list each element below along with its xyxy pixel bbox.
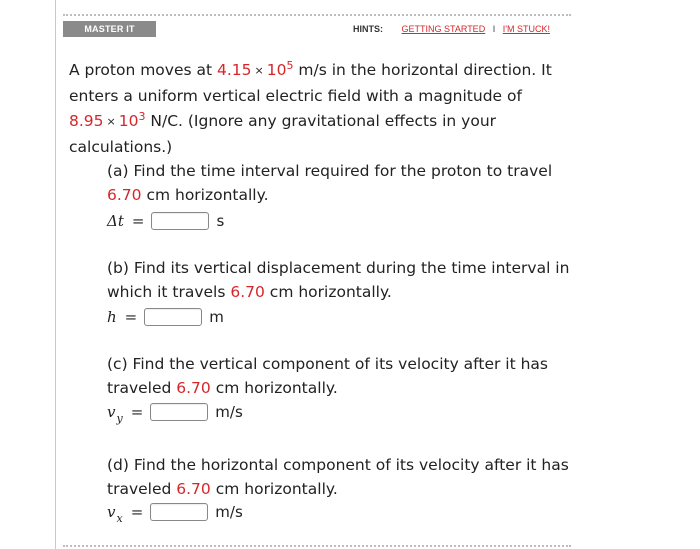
part-d-question	[107, 453, 577, 501]
field-base: 10	[118, 112, 139, 130]
problem-statement	[69, 58, 569, 160]
unit-meters-per-second: m/s	[215, 503, 243, 521]
delta-t-input[interactable]	[151, 212, 209, 230]
problem-text: A proton moves at	[69, 61, 217, 79]
h-variable: h	[107, 308, 117, 326]
question-text: cm horizontally.	[210, 480, 338, 498]
master-it-badge: MASTER IT	[63, 21, 156, 37]
vy-input[interactable]	[150, 403, 208, 421]
times-sign: ×	[106, 115, 116, 128]
unit-meters: m	[209, 308, 224, 326]
unit-seconds: s	[216, 212, 225, 230]
speed-base: 10	[266, 61, 287, 79]
question-text: cm horizontally.	[210, 379, 338, 397]
speed-mantissa: 4.15	[217, 61, 252, 79]
equals-sign: =	[130, 403, 144, 421]
speed-exponent: 5	[286, 58, 294, 72]
part-d-answer-row	[107, 502, 243, 525]
h-input[interactable]	[144, 308, 202, 326]
part-b-answer-row	[107, 307, 224, 327]
problem-text: m/s in the horizontal direction. It enters a uniform vertical electric field with a magnitude of	[69, 61, 552, 105]
distance-value: 6.70	[176, 379, 211, 397]
distance-value: 6.70	[107, 186, 142, 204]
part-b-question	[107, 256, 577, 304]
problem-text: N/C. (Ignore any gravitational effects in your calculations.)	[69, 112, 497, 156]
question-text: (d) Find the horizontal component of its velocity after it has traveled	[107, 456, 569, 498]
getting-started-link[interactable]: GETTING STARTED	[401, 24, 486, 34]
question-text: (c) Find the vertical component of its velocity after it has traveled	[107, 355, 548, 397]
vx-input[interactable]	[150, 503, 208, 521]
unit-meters-per-second: m/s	[215, 403, 243, 421]
question-text: cm horizontally.	[141, 186, 269, 204]
question-text: cm horizontally.	[264, 283, 392, 301]
part-c-question	[107, 352, 577, 400]
bottom-divider	[63, 545, 571, 547]
part-c-answer-row	[107, 402, 243, 425]
distance-value: 6.70	[176, 480, 211, 498]
equals-sign: =	[124, 308, 138, 326]
top-divider	[63, 14, 571, 16]
field-mantissa: 8.95	[69, 112, 104, 130]
delta-t-variable: Δt	[107, 212, 124, 230]
part-a-answer-row	[107, 211, 224, 231]
part-a-question	[107, 159, 577, 207]
equals-sign: =	[130, 503, 144, 521]
times-sign: ×	[254, 64, 264, 77]
hints-label: HINTS:	[353, 24, 383, 34]
distance-value: 6.70	[230, 283, 265, 301]
question-text: (b) Find its vertical displacement during the time interval in which it travels	[107, 259, 570, 301]
field-exponent: 3	[138, 109, 146, 123]
equals-sign: =	[131, 212, 145, 230]
vy-variable: $v_y$	[107, 403, 123, 425]
hints-separator: I	[492, 24, 496, 34]
vx-variable: $v_x$	[107, 503, 123, 525]
question-text: (a) Find the time interval required for the proton to travel	[107, 162, 553, 180]
hints-bar	[353, 24, 550, 34]
im-stuck-link[interactable]: I'M STUCK!	[502, 24, 550, 34]
